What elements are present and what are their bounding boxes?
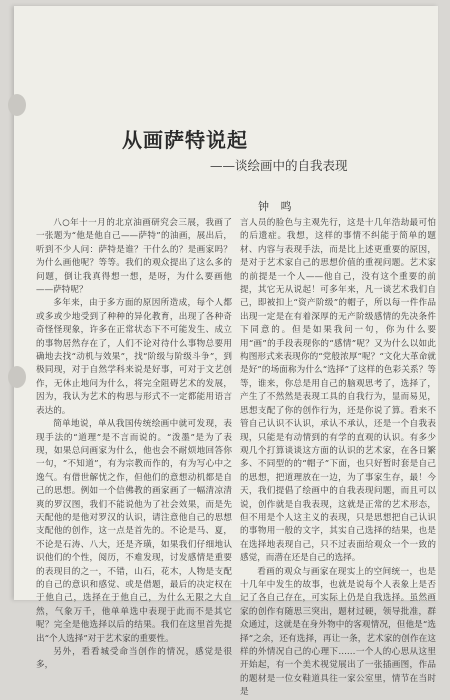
magazine-page xyxy=(14,6,438,698)
binding-hole xyxy=(8,366,26,388)
binding-hole xyxy=(8,94,26,116)
paragraph: 八○年十一月的北京油画研究会三展，我画了一张题为“他是他自己——萨特”的油画，展出后，听到不少人问：萨特是谁？干什么的？是画家吗？为什么画他呢？等等。我们的观众提出了这么多的问题，倒让我真得想一想，是呀，为什么要画他——萨特呢？ xyxy=(36,218,232,296)
paragraph: 多年来，由于多方面的原因所造成，每个人都或多或少地受到了种种的异化教育，出现了各种奇奇怪怪现象，许多在正常状态下不可能发生、成立的事物居然存在了，人们不论对待什么事物总要用确地去找“动机与效果”，找“阶级与阶级斗争”，到极同现，对于自然学科来说是好事，可对于文艺创作，无休止地问为什么，将完全阻碍艺术的发展，因为，我认为艺术的构思与形式不一定都能用语言表达的。 xyxy=(36,298,232,416)
article-title: 从画萨特说起 xyxy=(122,128,248,152)
right-text-column xyxy=(240,217,436,698)
article-author: 钟 鸣 xyxy=(258,200,296,213)
paragraph: 简单地说，单从我国传统绘画中就可发现，表现手法的“道理”是不言而说的。“泼墨”是为了表现，如果总问画家为什么，他也会不耐烦地回答你一句，“不知道”，有为宗教而作的，有为写心中之逸气。有借世解忧之作，但他们的意想动机都是自己的思想。例如一个信佛教的画家画了一幅清凉清爽的罗汉图，我们不能说他为了社会效果，而是先天配他的是他对罗汉的认识，请注意他自己的思想支配他的创作，这一点是首先的。不论是马、夏，不论是石涛、八大，还是齐璜，如果我们仔细地认识他们的个性，阅历，不难发现，讨发感情是重要的表现目的之一，不错，山石，花木，人物是支配的自己的意识和感觉、或是借题，最后的决定权在于他自己，选择在于他自己，为什么无限之大自然，气象万千，他单单选中表现于此而不是其它呢？完全是他选择以后的结果。我们在这里首先提出“个人选择”对于艺术家的重要性。 xyxy=(36,419,232,644)
article-subtitle: ——谈绘画中的自我表现 xyxy=(210,158,348,173)
left-text-column xyxy=(36,217,232,671)
paragraph: 另外，看看城受命当创作的情况，感觉是很多， xyxy=(36,647,232,671)
paragraph: 看画的观众与画家在现实上的空间统一，也是十几年中发生的故事，也就是说每个人表象上是否记了各自己存在，可实际上仍是自我选择。虽然画家的创作有随思三突出，题材过硬，领导批准，群众通过，这就是在身外物中的客观情况，但他是“选择”之余，还有选择，再让一条，艺术家的创作在这样的外情况自己的心理下……一个人的心思从这里开始起，有一个美术视觉展出了一张插画图，作品的题材是一位女鞋道具往一家公室里，情节在当时是 xyxy=(240,566,436,698)
paragraph: 言人员的脸色与主观先行，这是十几年浩劫最可怕的后遗症。我想，这样的事情不纠能于简单的题材、内容与表现手法，而是比上述更重要的原因，是对于艺术家自己的思想价值的重视问题。艺术家的前提是一个人——他自己，没有这个重要的前提，其它无从说起！可多年来，凡一谈艺术我们自己，即被扣上“资产阶级”的帽子，所以每一件作品出现一定是在有着深厚的无产阶级感情的先决条件下同意的。但是如果我问一句，你为什么要用“画”的手段表现你的“感情”呢？又为什么以如此构图形式来表现你的“党般浓厚”呢？“文化大革命就是好”的场面称为什么“选择”了这样的色彩关系？等等，谁来，你总是用自己的脑观思考了，选择了，产生了不然然是表现工具的自我行为，显而易见，思想支配了你的创作行为，还是你说了算。看来不管自己认识不认识，承认不承认，还是一个自我表现，只能是有动情到的有学的直观的认识。有多少观几个打算谈谈这方面的认识的艺术家，在各日繁多、不同型的的“帽子”下面，也只好暂时套是自己的思想，把道理放在一边，为了事家生存，最！今天，我们提倡了绘画中的自我表现问题，而且可以说，创作就是自我表现，这就是正常的艺术形态，但不用是个人这主义的表现，只是思想把自己认识的事物用一般的文字，其实自己选择的结果，也是在选择地表现自己，只不过表面给观众一个一致的感觉，而潜在还是自己的选择。 xyxy=(240,218,436,564)
